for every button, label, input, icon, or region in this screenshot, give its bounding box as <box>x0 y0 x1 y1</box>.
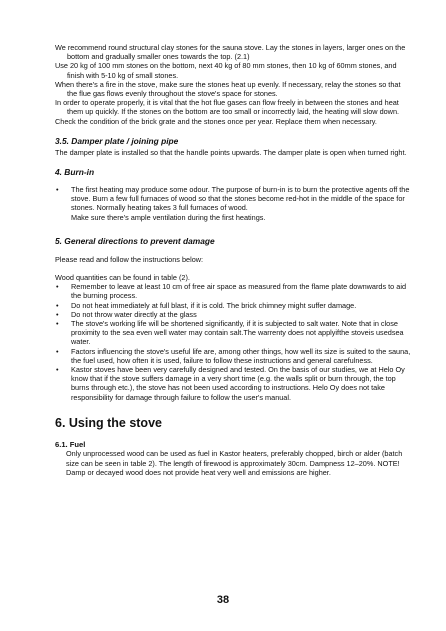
stones-section <box>55 43 412 126</box>
section-6-1-heading: 6.1. Fuel <box>55 439 86 449</box>
section-5-wood: Wood quantities can be found in table (2). <box>55 273 190 283</box>
bullet-text: Remember to leave at least 10 cm of free air space as measured from the flame plate downwards to aid the burning process. <box>71 282 407 301</box>
section-5-heading: 5. General directions to prevent damage <box>55 235 215 246</box>
intro-paragraph-4: In order to operate properly, it is vital that the hot flue gases can flow freely in between the stones and heat them up quickly. If the stones on the bottom are too small or incorrectly laid, the heating will slow down. <box>55 98 400 117</box>
section-5-intro: Please read and follow the instructions below: <box>55 254 204 264</box>
list-item <box>55 301 412 310</box>
bullet-text: Kastor stoves have been very carefully designed and tested. On the basis of our studies, we at Helo Oy know that if the stove suffers damage in a very short time (e.g. the walls split or burn through, the top burns through etc.), the stove has not been used according to instructions. Helo Oy does not take responsibility for damage through failure to follow the user's manual. <box>71 365 405 402</box>
section-3-5-heading: 3.5. Damper plate / joining pipe <box>55 135 179 146</box>
bullet-icon: • <box>56 300 59 310</box>
intro-paragraph-3: When there's a fire in the stove, make sure the stones heat up evenly. If necessary, relay the stones so that the flue gas flows evenly throughout the stove's space for stones. <box>55 79 401 99</box>
bullet-text: Do not heat immediately at full blast, if it is cold. The brick chimney might suffer damage. <box>71 300 357 310</box>
bullet-icon: • <box>56 282 59 292</box>
bullet-text: The first heating may produce some odour. The purpose of burn-in is to burn the protective agents off the stove. Burn a few full furnaces of wood so that the stones become red-hot in the middle of the space for stones. Normally heating takes 3 full furnaces of wood. <box>71 185 410 213</box>
bullet-text: Factors influencing the stove's useful life are, among other things, how well its size is suited to the sauna, the fuel used, how often it is used, failure to follow these instructions and general carefulness. <box>71 346 411 365</box>
bullet-icon: • <box>56 185 59 195</box>
section-4-extra: Make sure there's ample ventilation during the first heatings. <box>71 212 266 222</box>
page-number: 38 <box>216 594 230 606</box>
section-3-5-text: The damper plate is installed so that the handle points upwards. The damper plate is open when turned right. <box>55 147 407 157</box>
list-item <box>55 282 412 300</box>
section-4-heading: 4. Burn-in <box>55 167 95 178</box>
section-6-1-text: Only unprocessed wood can be used as fuel in Kastor heaters, preferably chopped, birch or alder (batch size can be seen in table 2). The length of firewood is approximately 30cm. Dampness 12–20%. NOTE! Damp or decayed wood does not provide heat very well and emissions are higher. <box>66 449 403 477</box>
section-5-list <box>55 282 412 402</box>
list-item <box>55 347 412 365</box>
section-4-list <box>55 185 412 213</box>
bullet-icon: • <box>56 365 59 375</box>
intro-paragraph-5: Check the condition of the brick grate and the stones once per year. Replace them when necessary. <box>55 116 377 126</box>
list-item <box>55 365 412 402</box>
bullet-text: Do not throw water directly at the glass <box>71 309 197 319</box>
section-6-heading: 6. Using the stove <box>55 415 162 430</box>
bullet-text: The stove's working life will be shortened significantly, if it is subjected to salt water. Note that in close proximity to the sea even well water may contain salt.The warrenty does not applyifthe stoveis usedsea water. <box>71 319 404 347</box>
bullet-icon: • <box>56 309 59 319</box>
intro-paragraph-2: Use 20 kg of 100 mm stones on the bottom, next 40 kg of 80 mm stones, then 10 kg of 60mm stones, and finish with 5-10 kg of small stones. <box>55 61 397 80</box>
bullet-icon: • <box>56 319 59 329</box>
list-item <box>55 310 412 319</box>
intro-paragraph-1: We recommend round structural clay stones for the sauna stove. Lay the stones in layers, larger ones on the bottom and gradually smaller ones towards the top. (2.1) <box>55 43 406 62</box>
list-item <box>55 185 412 213</box>
bullet-icon: • <box>56 346 59 356</box>
list-item <box>55 319 412 347</box>
